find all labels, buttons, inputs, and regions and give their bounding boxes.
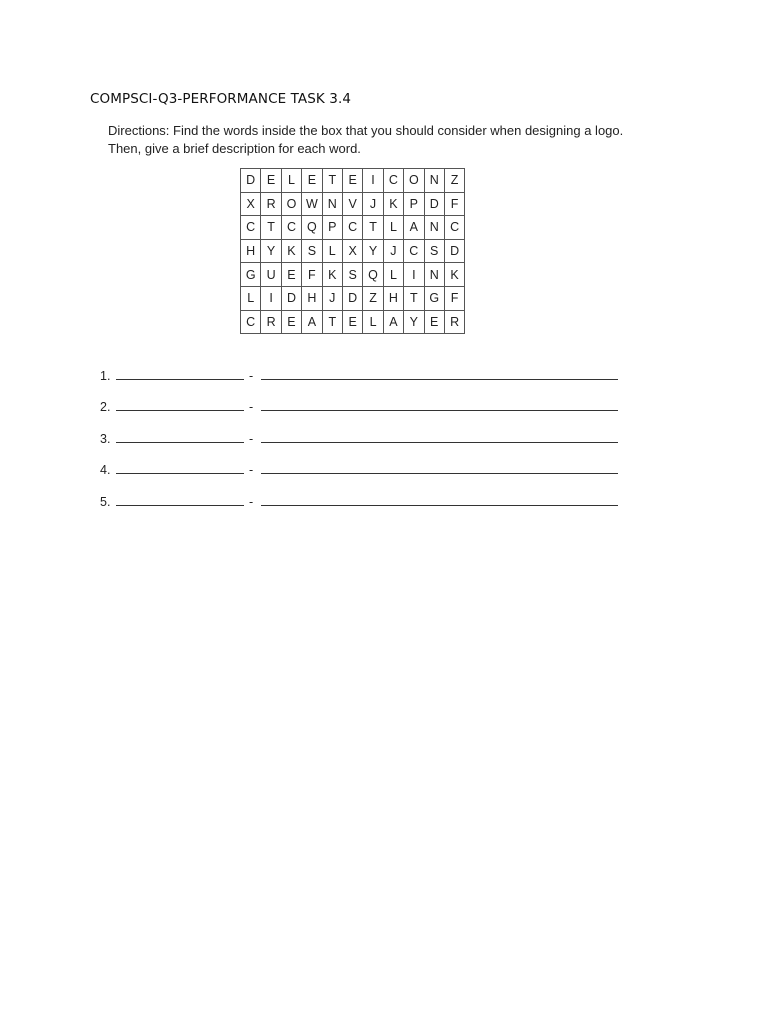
grid-cell: E <box>281 310 301 334</box>
grid-cell: F <box>302 263 322 287</box>
page-title: COMPSCI-Q3-PERFORMANCE TASK 3.4 <box>90 91 352 107</box>
grid-cell: L <box>363 310 383 334</box>
grid-cell: Q <box>302 216 322 240</box>
grid-cell: I <box>363 169 383 193</box>
grid-cell: C <box>342 216 362 240</box>
grid-cell: K <box>383 192 403 216</box>
answer-number: 1. <box>100 368 111 383</box>
grid-cell: G <box>241 263 261 287</box>
grid-cell: F <box>444 286 464 310</box>
grid-cell: F <box>444 192 464 216</box>
grid-cell: X <box>241 192 261 216</box>
grid-cell: Q <box>363 263 383 287</box>
grid-cell: N <box>424 263 444 287</box>
grid-cell: D <box>241 169 261 193</box>
grid-cell: H <box>383 286 403 310</box>
grid-cell: J <box>383 239 403 263</box>
grid-cell: A <box>383 310 403 334</box>
grid-cell: V <box>342 192 362 216</box>
answer-description-blank[interactable] <box>261 398 618 411</box>
grid-row <box>241 192 465 216</box>
answer-line <box>100 351 618 383</box>
grid-cell: C <box>281 216 301 240</box>
grid-cell: Y <box>363 239 383 263</box>
grid-cell: J <box>363 192 383 216</box>
answer-description-blank[interactable] <box>261 367 618 380</box>
answer-word-blank[interactable] <box>116 430 244 443</box>
grid-cell: I <box>261 286 281 310</box>
grid-cell: A <box>404 216 424 240</box>
grid-cell: H <box>302 286 322 310</box>
grid-row <box>241 239 465 263</box>
grid-cell: E <box>261 169 281 193</box>
grid-row <box>241 169 465 193</box>
grid-cell: N <box>424 169 444 193</box>
grid-cell: L <box>322 239 342 263</box>
grid-cell: D <box>424 192 444 216</box>
grid-cell: N <box>424 216 444 240</box>
grid-cell: K <box>444 263 464 287</box>
answer-line <box>100 414 618 446</box>
grid-cell: E <box>342 169 362 193</box>
grid-cell: T <box>363 216 383 240</box>
answer-number: 5. <box>100 494 111 509</box>
grid-cell: K <box>281 239 301 263</box>
grid-row <box>241 263 465 287</box>
grid-cell: P <box>322 216 342 240</box>
grid-cell: P <box>404 192 424 216</box>
grid-row <box>241 310 465 334</box>
grid-cell: Z <box>444 169 464 193</box>
answer-list <box>100 351 618 509</box>
answer-number: 2. <box>100 400 111 414</box>
grid-cell: L <box>383 216 403 240</box>
grid-cell: E <box>281 263 301 287</box>
answer-word-blank[interactable] <box>116 398 244 411</box>
grid-cell: D <box>281 286 301 310</box>
grid-row <box>241 286 465 310</box>
answer-dash: - <box>249 400 254 414</box>
grid-cell: J <box>322 286 342 310</box>
answer-number: 3. <box>100 431 111 446</box>
answer-description-blank[interactable] <box>261 493 618 506</box>
grid-cell: Y <box>404 310 424 334</box>
answer-dash: - <box>249 463 254 477</box>
grid-cell: E <box>342 310 362 334</box>
answer-dash: - <box>249 431 254 446</box>
grid-cell: E <box>424 310 444 334</box>
grid-cell: W <box>302 192 322 216</box>
answer-line <box>100 383 618 415</box>
grid-row <box>241 216 465 240</box>
grid-cell: C <box>241 216 261 240</box>
grid-cell: Y <box>261 239 281 263</box>
grid-cell: D <box>444 239 464 263</box>
answer-description-blank[interactable] <box>261 461 618 474</box>
grid-cell: E <box>302 169 322 193</box>
grid-cell: C <box>404 239 424 263</box>
grid-cell: U <box>261 263 281 287</box>
grid-cell: I <box>404 263 424 287</box>
directions-line-1: Directions: Find the words inside the box that you should consider when designing a logo. <box>108 123 624 138</box>
word-search-grid <box>240 168 465 334</box>
grid-cell: D <box>342 286 362 310</box>
grid-cell: T <box>404 286 424 310</box>
grid-cell: X <box>342 239 362 263</box>
answer-word-blank[interactable] <box>116 493 244 506</box>
grid-cell: L <box>241 286 261 310</box>
directions <box>108 122 648 158</box>
answer-word-blank[interactable] <box>116 461 244 474</box>
grid-cell: C <box>383 169 403 193</box>
answer-line <box>100 477 618 509</box>
grid-cell: T <box>322 310 342 334</box>
grid-cell: S <box>342 263 362 287</box>
grid-cell: N <box>322 192 342 216</box>
grid-cell: L <box>383 263 403 287</box>
grid-cell: T <box>322 169 342 193</box>
grid-cell: R <box>261 192 281 216</box>
grid-cell: C <box>444 216 464 240</box>
grid-cell: R <box>444 310 464 334</box>
answer-word-blank[interactable] <box>116 367 244 380</box>
grid-cell: S <box>302 239 322 263</box>
answer-dash: - <box>249 368 254 383</box>
grid-cell: G <box>424 286 444 310</box>
grid-cell: K <box>322 263 342 287</box>
grid-cell: A <box>302 310 322 334</box>
grid-cell: T <box>261 216 281 240</box>
answer-number: 4. <box>100 463 111 477</box>
grid-cell: Z <box>363 286 383 310</box>
grid-cell: R <box>261 310 281 334</box>
answer-dash: - <box>249 494 254 509</box>
answer-description-blank[interactable] <box>261 430 618 443</box>
grid-cell: H <box>241 239 261 263</box>
grid-cell: C <box>241 310 261 334</box>
grid-cell: S <box>424 239 444 263</box>
grid-cell: O <box>404 169 424 193</box>
grid-cell: L <box>281 169 301 193</box>
answer-line <box>100 446 618 478</box>
grid-cell: O <box>281 192 301 216</box>
directions-line-2: Then, give a brief description for each word. <box>108 141 361 156</box>
